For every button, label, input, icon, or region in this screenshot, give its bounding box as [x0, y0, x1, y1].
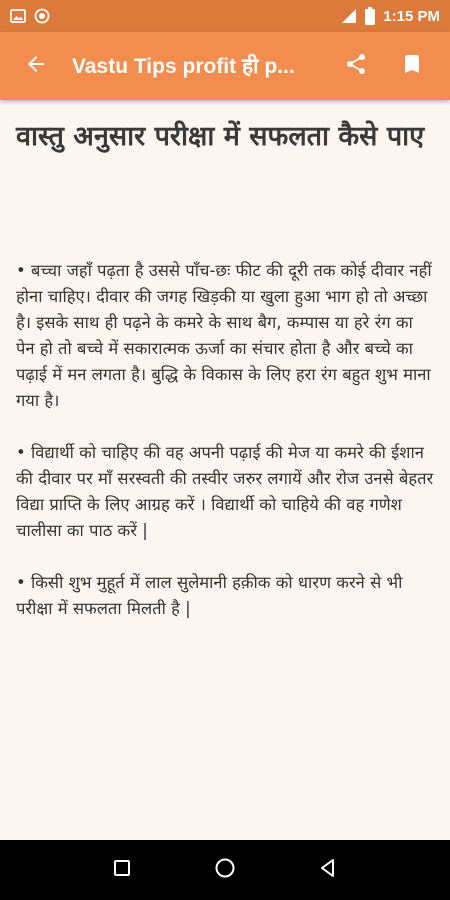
battery-icon	[365, 7, 375, 25]
image-icon	[10, 9, 26, 23]
article-title: वास्तु अनुसार परीक्षा में सफलता कैसे पाए	[16, 121, 425, 152]
status-time: 1:15 PM	[383, 7, 440, 25]
back-arrow-icon	[24, 52, 48, 80]
share-icon	[344, 52, 368, 80]
home-circle-icon	[214, 857, 236, 883]
article-paragraph: • विद्यार्थी को चाहिए की वह अपनी पढ़ाई की मेज या कमरे की ईशान की दीवार पर माँ सरस्वती की तस्वीर जरुर लगायें और रोज उनसे बेहतर विद्या प्राप्ति के लिए आग्रह करें । विद्यार्थी को चाहिये की वह गणेश चालीसा का पाठ करें |	[16, 443, 434, 540]
article-content[interactable]	[0, 100, 450, 840]
recents-square-icon	[113, 859, 131, 881]
bookmark-button[interactable]	[384, 32, 440, 100]
article-body	[16, 258, 434, 622]
app-bar	[0, 32, 450, 100]
share-button[interactable]	[328, 32, 384, 100]
back-button[interactable]	[0, 32, 72, 100]
status-bar	[0, 0, 450, 32]
back-nav-button[interactable]	[304, 846, 352, 894]
circle-icon	[34, 8, 50, 24]
signal-icon	[341, 8, 357, 24]
home-button[interactable]	[201, 846, 249, 894]
recents-button[interactable]	[98, 846, 146, 894]
bookmark-icon	[400, 52, 424, 80]
page-title: Vastu Tips profit ही p...	[72, 55, 295, 78]
back-triangle-icon	[318, 858, 338, 882]
article-paragraph: • बच्चा जहाँ पढ़ता है उससे पाँच-छः फीट की दूरी तक कोई दीवार नहीं होना चाहिए। दीवार की जगह खिड़की या खुला हुआ भाग हो तो अच्छा है। इसके साथ ही पढ़ने के कमरे के साथ बैग, कम्पास या हरे रंग का पेन हो तो बच्चे में सकारात्मक ऊर्जा का संचार होता है और बच्चे का पढ़ाई में मन लगता है। बुद्धि के विकास के लिए हरा रंग बहुत शुभ माना गया है।	[16, 261, 432, 410]
system-navigation-bar	[0, 840, 450, 900]
article-paragraph: • किसी शुभ मुहूर्त में लाल सुलेमानी हक़ीक को धारण करने से भी परीक्षा में सफलता मिलती है |	[16, 573, 403, 618]
